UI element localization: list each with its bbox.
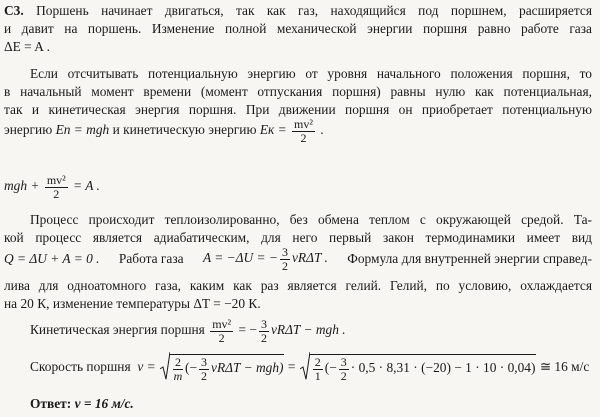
fraction-numerator: mv² xyxy=(46,173,66,187)
sqrt2-open: (− xyxy=(324,360,337,376)
radical-icon xyxy=(160,352,170,380)
sqrt2-fraction xyxy=(313,356,323,382)
fraction-numerator: 2 xyxy=(314,355,321,369)
para2-line3: так и кинетическая энергия поршня. При движении поршня он приобретает потенциальную xyxy=(4,102,592,117)
kinetic-energy-line xyxy=(30,318,346,344)
potential-energy-formula: Eп = mgh xyxy=(55,122,110,138)
para3-line3-tail: Формула для внутренней энергии справед- xyxy=(347,251,592,267)
kinetic-fraction xyxy=(210,318,233,344)
sqrt1-open: (− xyxy=(185,360,198,376)
kinetic-label: Кинетическая энергия поршня xyxy=(30,322,205,338)
sqrt2-tail: · 0,5 · 8,31 · (−20) − 1 · 10 · 0,04) xyxy=(350,360,536,376)
fraction-numerator: mv² xyxy=(294,117,313,131)
fraction-denominator: 2 xyxy=(340,368,347,383)
fraction-denominator: 2 xyxy=(260,330,267,345)
fraction-denominator: 2 xyxy=(53,186,60,201)
fraction-numerator: 3 xyxy=(201,355,208,369)
eq1-fraction xyxy=(45,174,68,200)
kinetic-energy-fraction xyxy=(292,118,315,144)
answer-label: Ответ: xyxy=(30,396,72,411)
para3-line3 xyxy=(4,246,592,272)
fraction-numerator: 3 xyxy=(281,245,288,259)
speed-result: ≅ 16 м/с xyxy=(539,359,590,375)
para1-line2: и давит на поршень. Изменение полной механической энергии поршня равно работе газа xyxy=(4,21,592,36)
kinetic-mid: = − xyxy=(238,322,257,338)
para3-line2: кой процесс является адиабатическим, для него первый закон термодинамики имеет вид xyxy=(4,230,592,245)
para3-line1: Процесс происходит теплоизолированно, без обмена теплом с окружающей средой. Та- xyxy=(30,212,592,227)
fraction-numerator: 3 xyxy=(340,355,347,369)
equation-1 xyxy=(4,174,100,200)
fraction-denominator: m xyxy=(173,368,183,383)
para2-line2: в начальный момент времени (момент отпускания поршня) равны нулю как потенциальная, xyxy=(4,84,592,99)
fraction-denominator: 2 xyxy=(218,330,225,345)
kinetic-energy-lhs: Eк = xyxy=(259,122,287,138)
para2-line4a: энергию xyxy=(4,122,53,138)
speed-line xyxy=(30,354,589,382)
para2-line1: Если отсчитывать потенциальную энергию от уровня начального положения поршня, то xyxy=(30,66,592,81)
para1-line3: ΔE = A . xyxy=(4,39,50,54)
fraction-numerator: 2 xyxy=(175,355,182,370)
sqrt2-inner-fraction xyxy=(339,356,349,382)
radical-icon xyxy=(300,352,310,380)
fraction-denominator: 2 xyxy=(201,368,208,383)
work-formula-lhs: A = −ΔU = − xyxy=(202,250,278,266)
work-fraction xyxy=(280,246,290,272)
fraction-denominator: 1 xyxy=(314,368,321,383)
fraction-numerator: mv² xyxy=(212,317,232,331)
first-law-equation: Q = ΔU + A = 0 . xyxy=(4,251,100,267)
para1-line1 xyxy=(4,4,592,17)
kinetic-tail: νRΔT − mgh . xyxy=(270,322,346,338)
work-of-gas-label: Работа газа xyxy=(118,251,184,267)
work-formula-tail: νRΔT . xyxy=(291,250,328,266)
sqrt1-fraction xyxy=(173,356,183,382)
sqrt1-tail: νRΔT − mgh) xyxy=(211,360,284,376)
fraction-denominator: 2 xyxy=(281,258,288,273)
para1-line1-text: Поршень начинает двигаться, так как газ, находящийся под поршнем, расширяется xyxy=(36,3,592,18)
sqrt-symbolic xyxy=(160,354,284,382)
fraction-numerator: 3 xyxy=(260,317,267,331)
sqrt1-inner-fraction xyxy=(199,356,209,382)
work-formula xyxy=(203,246,328,272)
para3-line4: лива для одноатомного газа, каким как раз является гелий. Гелий, по условию, охлаждается xyxy=(4,278,592,293)
answer-value: v = 16 м/с. xyxy=(74,396,134,411)
problem-label: С3. xyxy=(4,3,24,18)
eq1-rhs: = A . xyxy=(73,178,100,194)
kinetic-fraction-2 xyxy=(259,318,269,344)
speed-v-eq: v = xyxy=(137,359,156,375)
para2-line4: энергию Eп = mgh и кинетическую энергию Eк = $\frac{\text{mv²}}{2}$ . xyxy=(4,117,324,145)
eq1-lhs: mgh + xyxy=(4,178,40,194)
sqrt-numeric xyxy=(300,354,537,382)
speed-label: Скорость поршня xyxy=(30,359,131,375)
fraction-denominator: 2 xyxy=(300,130,307,145)
para2-line4b: и кинетическую энергию xyxy=(112,122,257,138)
speed-equals: = xyxy=(287,359,296,375)
para3-line5: на 20 К, изменение температуры ΔT = −20 К. xyxy=(4,296,261,311)
answer-line xyxy=(30,397,134,410)
